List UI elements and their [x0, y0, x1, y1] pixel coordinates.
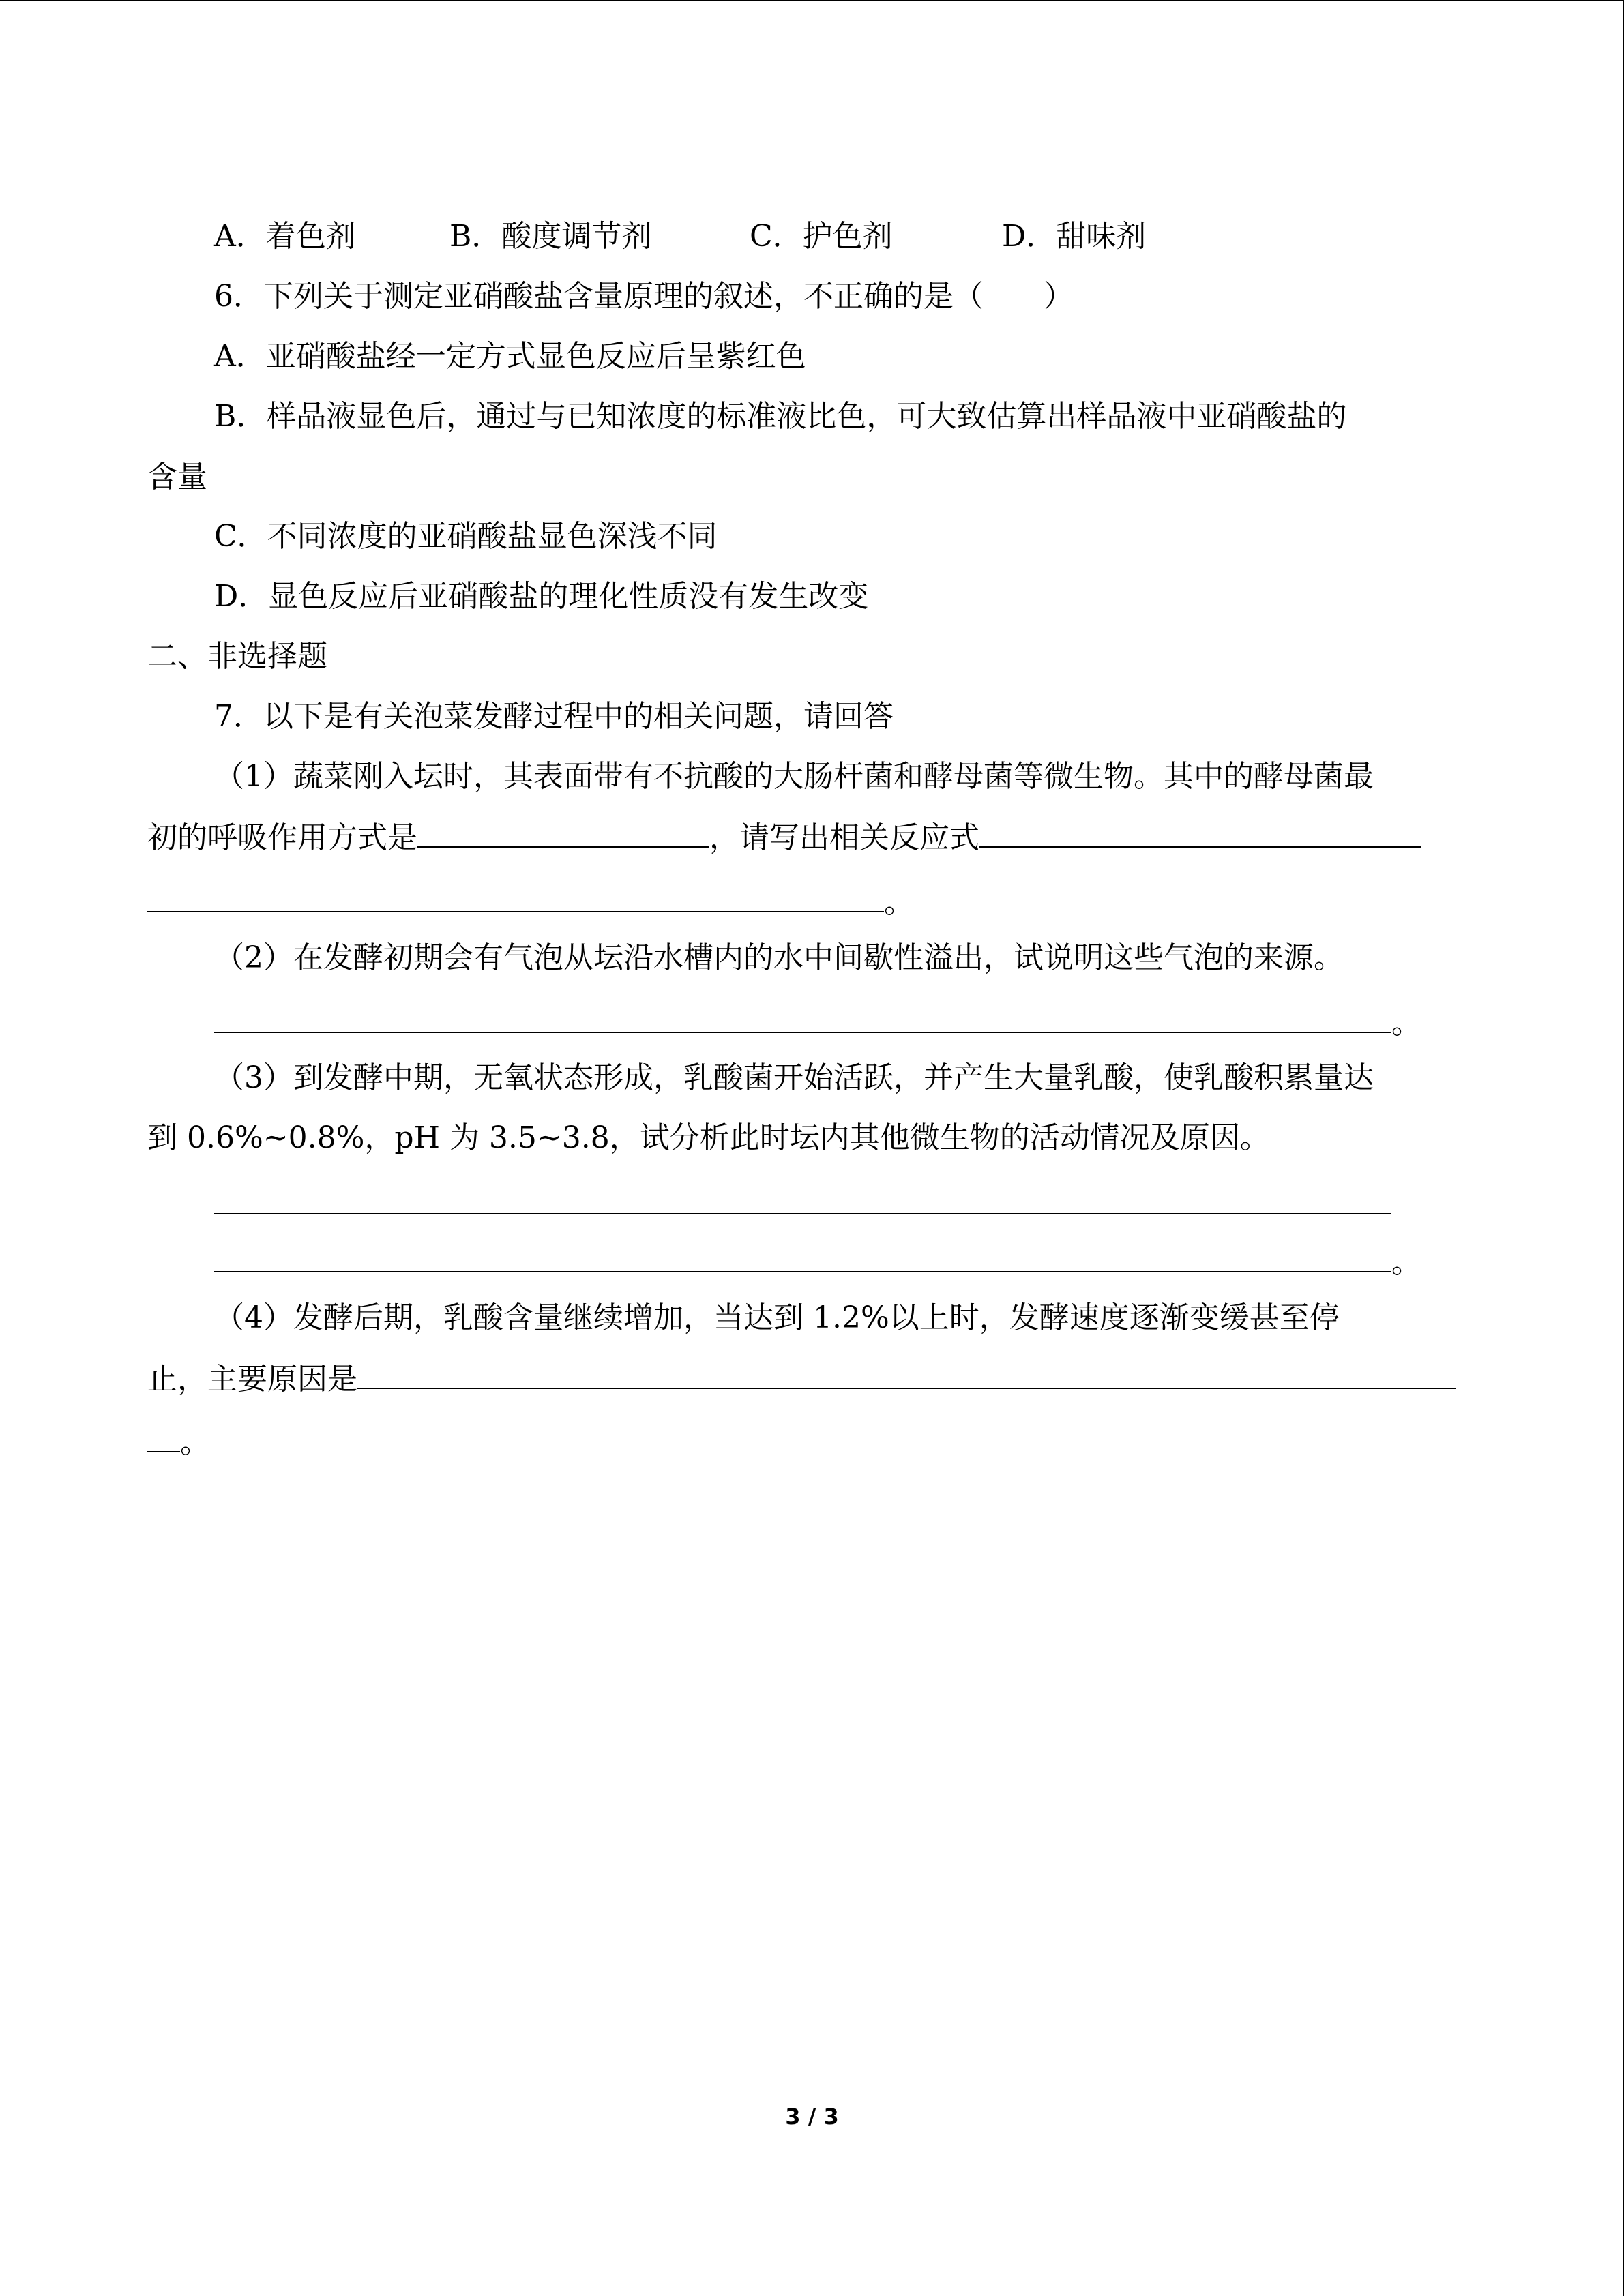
q7-part4-line3 — [0, 1421, 1624, 1462]
q7-stem: 7．以下是有关泡菜发酵过程中的相关问题，请回答 — [214, 699, 894, 734]
answer-blank-reason-2[interactable] — [147, 1421, 180, 1452]
q6-option-c: C．不同浓度的亚硝酸盐显色深浅不同 — [214, 519, 718, 554]
q5-option-a: A．着色剂 — [214, 219, 356, 254]
answer-blank-reason-1[interactable] — [357, 1358, 1456, 1389]
answer-blank-equation-1[interactable] — [979, 816, 1421, 848]
q7-part1-line2 — [0, 816, 1624, 857]
q5-option-c: C．护色剂 — [750, 219, 893, 254]
q7-part3-line3 — [0, 1183, 1624, 1224]
q7-part1-prompt-b: ，请写出相关反应式 — [709, 820, 979, 855]
q7-part2-end: 。 — [1391, 1006, 1421, 1041]
q7-part4-prompt: 止，主要原因是 — [147, 1362, 357, 1397]
q7-part1-prompt-a: 初的呼吸作用方式是 — [147, 820, 417, 855]
answer-blank-microbes-1[interactable] — [214, 1183, 1391, 1214]
q7-part1-end: 。 — [884, 885, 914, 920]
q7-part3-line1: （3）到发酵中期，无氧状态形成，乳酸菌开始活跃，并产生大量乳酸，使乳酸积累量达 — [214, 1060, 1374, 1095]
q7-part3-end: 。 — [1391, 1245, 1421, 1280]
q7-part1-line1: （1）蔬菜刚入坛时，其表面带有不抗酸的大肠杆菌和酵母菌等微生物。其中的酵母菌最 — [214, 759, 1374, 794]
q5-option-d: D．甜味剂 — [1002, 219, 1147, 254]
q7-part4-line2 — [0, 1358, 1624, 1399]
q5-options — [0, 216, 1624, 257]
q7-part3-line2: 到 0.6%~0.8%，pH 为 3.5~3.8，试分析此时坛内其他微生物的活动情况及原因。 — [147, 1120, 1270, 1155]
q7-part4-line1: （4）发酵后期，乳酸含量继续增加，当达到 1.2%以上时，发酵速度逐渐变缓甚至停 — [214, 1300, 1340, 1335]
answer-blank-equation-2[interactable] — [147, 881, 884, 912]
q6-option-b-line1: B．样品液显色后，通过与已知浓度的标准液比色，可大致估算出样品液中亚硝酸盐的 — [214, 399, 1347, 434]
q6-option-d: D．显色反应后亚硝酸盐的理化性质没有发生改变 — [214, 579, 869, 614]
answer-blank-bubbles[interactable] — [214, 1002, 1391, 1033]
q7-part2-line1: （2）在发酵初期会有气泡从坛沿水槽内的水中间歇性溢出，试说明这些气泡的来源。 — [214, 940, 1344, 975]
q7-part2-line2 — [0, 1002, 1624, 1043]
page-number: 3 / 3 — [785, 2104, 839, 2130]
section-heading: 二、非选择题 — [147, 639, 327, 674]
q6-option-b-line2: 含量 — [147, 460, 207, 494]
q6-stem: 6．下列关于测定亚硝酸盐含量原理的叙述，不正确的是（ ） — [214, 279, 1074, 314]
answer-blank-respiration[interactable] — [417, 816, 709, 848]
answer-blank-microbes-2[interactable] — [214, 1241, 1391, 1272]
q7-part3-line4 — [0, 1241, 1624, 1282]
q5-option-b: B．酸度调节剂 — [449, 219, 652, 254]
q7-part1-line3 — [0, 881, 1624, 922]
q7-part4-end: 。 — [180, 1425, 210, 1460]
q6-option-a: A．亚硝酸盐经一定方式显色反应后呈紫红色 — [214, 339, 806, 374]
